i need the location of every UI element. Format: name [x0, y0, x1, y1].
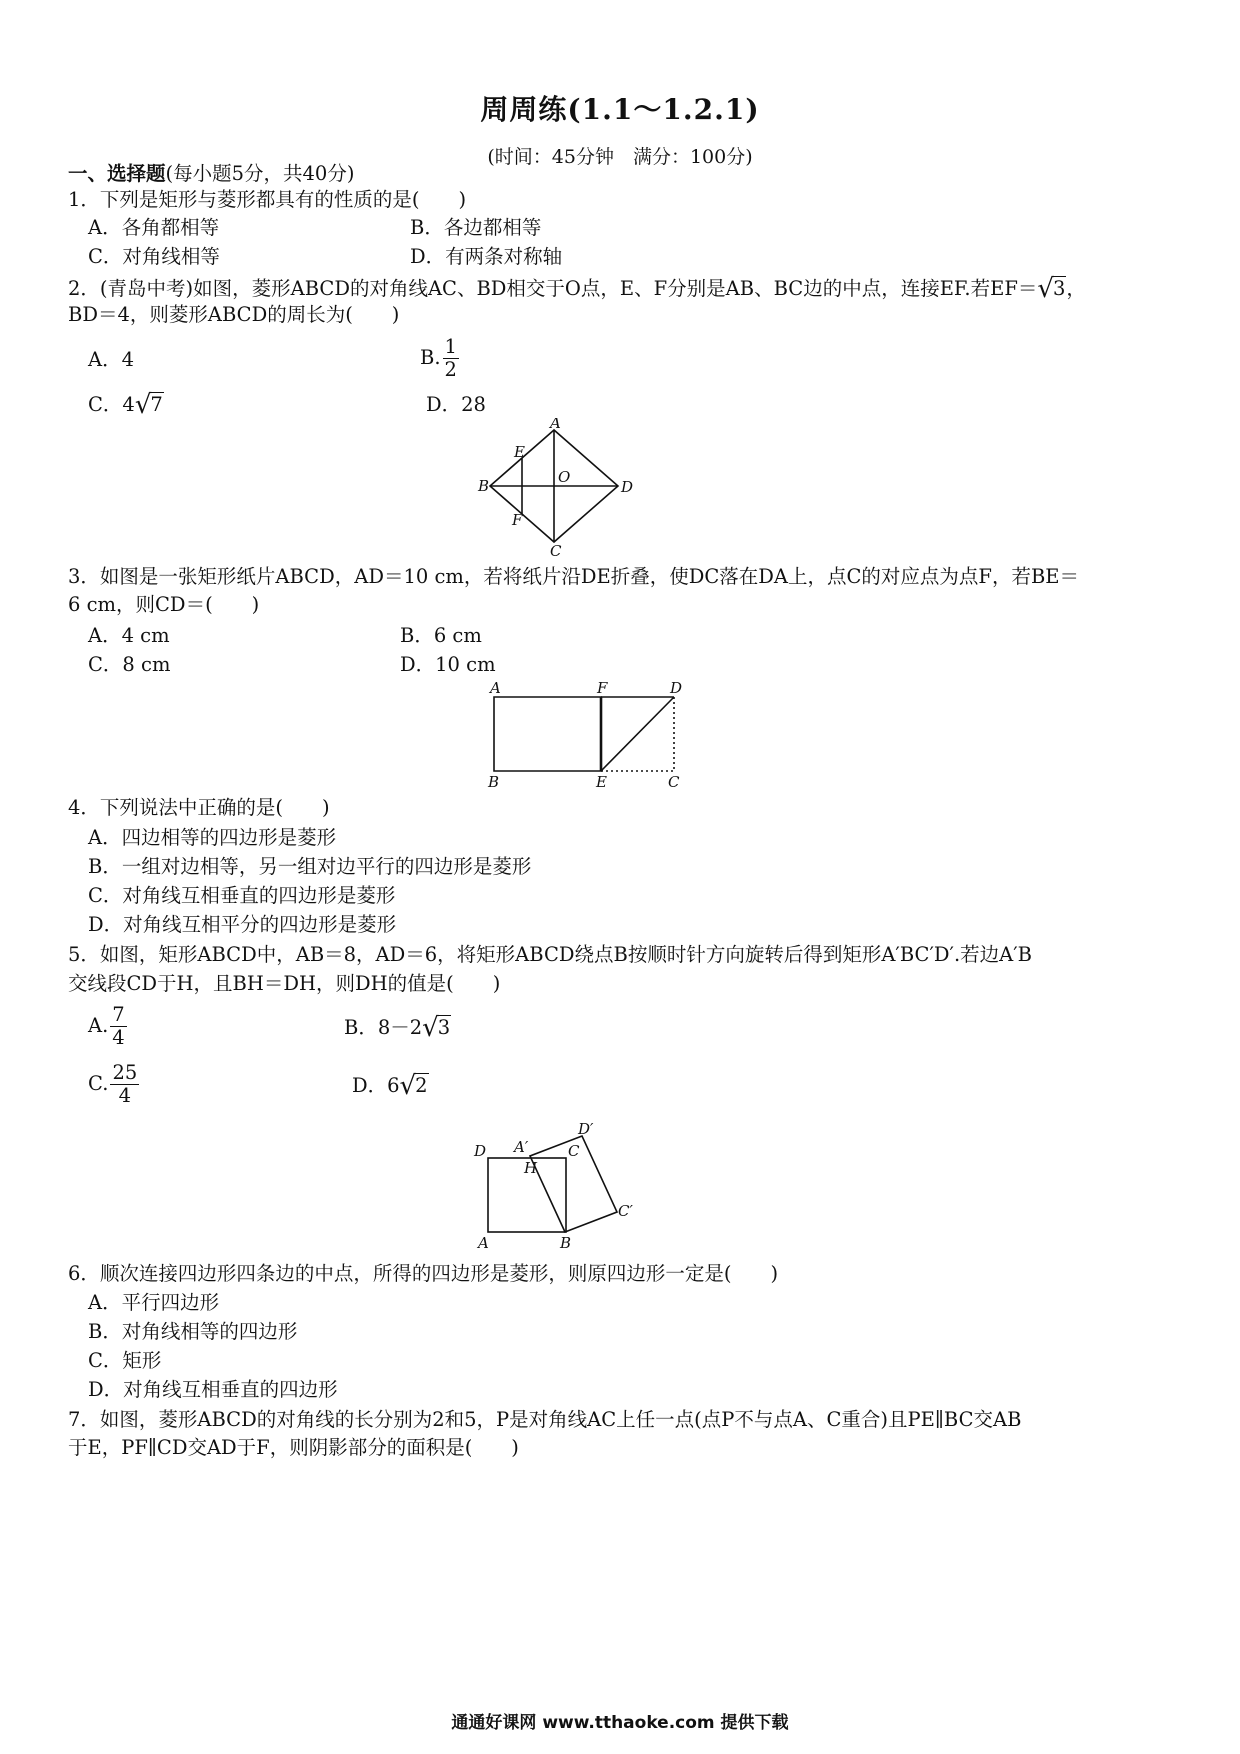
label-b: B [560, 1234, 572, 1252]
q2-option-b [420, 336, 461, 381]
label-b: B [488, 773, 500, 791]
q2-line2: BD＝4，则菱形ABCD的周长为( ) [68, 303, 400, 326]
q4-option-a: A．四边相等的四边形是菱形 [88, 826, 337, 849]
q5-option-d-radicand: 2 [415, 1074, 428, 1097]
q5-option-b-radicand: 3 [437, 1016, 451, 1039]
exam-meta: (时间：45分钟 满分：100分) [487, 146, 753, 168]
sqrt-sign: √ [1037, 274, 1054, 304]
q5-rotation-figure [470, 1118, 650, 1252]
q2-rhombus-figure [470, 418, 640, 558]
q2-line1-radicand: 3 [1052, 277, 1066, 300]
sqrt-sign: √ [399, 1071, 417, 1101]
section-title: 一、选择题 [68, 162, 166, 185]
q3-line1: 3．如图是一张矩形纸片ABCD，AD＝10 cm，若将纸片沿DE折叠，使DC落在DA上，点C的对应点为点F，若BE＝ [68, 565, 1080, 588]
numerator: 1 [444, 335, 457, 358]
label-d: D [670, 680, 683, 697]
numerator: 25 [112, 1061, 138, 1084]
label-c: C [668, 773, 680, 791]
fraction [110, 1062, 139, 1107]
label-e: E [514, 443, 525, 461]
q2-line1 [68, 274, 1086, 304]
denominator: 4 [112, 1026, 125, 1049]
label-c-prime: C′ [618, 1202, 633, 1220]
q3-option-c: C．8 cm [88, 653, 171, 676]
q5-line2: 交线段CD于H，且BH＝DH，则DH的值是( ) [68, 972, 501, 995]
label-a: A [478, 1234, 489, 1252]
sqrt-sign: √ [422, 1013, 439, 1043]
q3-line2: 6 cm，则CD＝( ) [68, 593, 260, 616]
q4-stem: 4．下列说法中正确的是( ) [68, 796, 330, 819]
q5-option-a [88, 1004, 129, 1049]
q7-line2: 于E，PF∥CD交AD于F，则阴影部分的面积是( ) [68, 1436, 519, 1459]
label-e: E [596, 773, 607, 791]
q6-option-d: D．对角线互相垂直的四边形 [88, 1378, 338, 1401]
q2-option-c [88, 390, 164, 420]
fraction [443, 336, 459, 381]
q4-option-b: B．一组对边相等，另一组对边平行的四边形是菱形 [88, 855, 532, 878]
q5-option-a-label: A. [88, 1014, 109, 1037]
label-d-prime: D′ [578, 1120, 594, 1138]
fold-line-ed [601, 697, 674, 771]
q5-option-b-label: B．8－2 [344, 1016, 423, 1039]
q1-option-c: C．对角线相等 [88, 245, 220, 268]
q4-option-d: D．对角线互相平分的四边形是菱形 [88, 913, 397, 936]
label-b: B [478, 477, 490, 495]
page-title: 周周练(1.1～1.2.1) [480, 93, 760, 126]
label-f: F [597, 680, 608, 697]
q1-stem: 1．下列是矩形与菱形都具有的性质的是( ) [68, 188, 467, 211]
rectangle-abef [494, 697, 602, 771]
q5-option-b [344, 1013, 451, 1043]
sqrt-sign: √ [134, 390, 152, 420]
q5-option-d [352, 1071, 429, 1101]
q2-option-d: D．28 [426, 393, 486, 416]
denominator: 2 [444, 358, 457, 381]
label-c: C [550, 542, 562, 558]
q2-line1-text: 2．(青岛中考)如图，菱形ABCD的对角线AC、BD相交于O点，E、F分别是AB、BC边的中点，连接EF.若EF＝ [68, 277, 1038, 300]
q4-option-c: C．对角线互相垂直的四边形是菱形 [88, 884, 396, 907]
q6-option-b: B．对角线相等的四边形 [88, 1320, 298, 1343]
q1-option-d: D．有两条对称轴 [410, 245, 563, 268]
q1-option-b: B．各边都相等 [410, 216, 542, 239]
denominator: 4 [118, 1084, 132, 1107]
fraction [110, 1004, 126, 1049]
label-a: A [490, 680, 501, 697]
label-o: O [558, 468, 571, 486]
numerator: 7 [112, 1003, 125, 1026]
q3-option-d: D．10 cm [400, 653, 496, 676]
label-d: D [621, 478, 634, 496]
q3-option-b: B．6 cm [400, 624, 482, 647]
section-heading [68, 158, 354, 186]
q5-line1: 5．如图，矩形ABCD中，AB＝8，AD＝6，将矩形ABCD绕点B按顺时针方向旋转后得到矩形A′BC′D′.若边A′B [68, 943, 1032, 966]
q3-option-a: A．4 cm [88, 624, 170, 647]
q5-option-d-label: D．6 [352, 1074, 400, 1097]
label-h: H [524, 1159, 538, 1177]
q6-option-a: A．平行四边形 [88, 1291, 220, 1314]
q6-option-c: C．矩形 [88, 1349, 162, 1372]
q3-rectangle-figure [480, 680, 690, 792]
label-c: C [568, 1142, 580, 1160]
footer-credit: 通通好课网 www.tthaoke.com 提供下载 [451, 1713, 789, 1733]
section-note: (每小题5分，共40分) [165, 162, 355, 185]
q2-option-b-label: B. [420, 346, 441, 369]
q6-stem: 6．顺次连接四边形四条边的中点，所得的四边形是菱形，则原四边形一定是( ) [68, 1262, 779, 1285]
label-a: A [550, 418, 561, 432]
q2-option-c-radicand: 7 [150, 393, 163, 416]
q2-line1-end: ， [1066, 277, 1086, 300]
label-d: D [474, 1142, 487, 1160]
q1-option-a: A．各角都相等 [88, 216, 220, 239]
q5-option-c [88, 1062, 141, 1107]
q5-option-c-label: C. [88, 1072, 109, 1095]
q2-option-c-label: C．4 [88, 393, 135, 416]
label-f: F [512, 511, 523, 529]
q7-line1: 7．如图，菱形ABCD的对角线的长分别为2和5，P是对角线AC上任一点(点P不与点A、C重合)且PE∥BC交AB [68, 1408, 1022, 1431]
q2-option-a: A．4 [88, 348, 134, 371]
label-a-prime: A′ [514, 1138, 529, 1156]
